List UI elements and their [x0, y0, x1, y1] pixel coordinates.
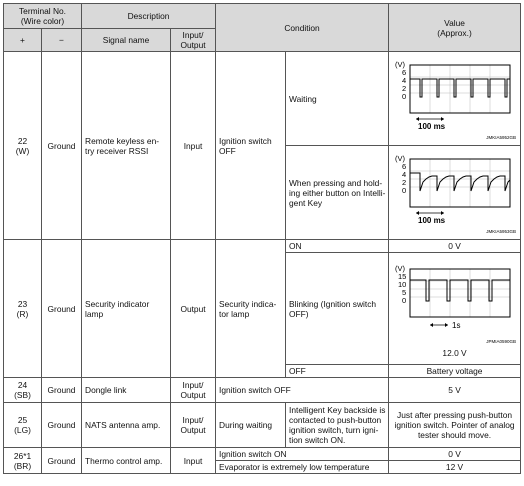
wave-trace	[410, 173, 510, 191]
signal-name-header: Signal name	[82, 29, 171, 52]
wave-22-waiting	[389, 52, 521, 146]
signal-25: NATS antenna amp.	[82, 403, 171, 448]
wave-unit: (V)	[394, 60, 405, 70]
value-23-blinking: 12.0 V	[442, 347, 467, 358]
waveform-rssi-pressing	[392, 151, 518, 235]
wave-tick-0: 0	[401, 92, 406, 102]
wave-tick-2: 2	[401, 84, 406, 94]
signal-24: Dongle link	[82, 378, 171, 403]
wave-unit: (V)	[394, 263, 405, 273]
row-terminal-26	[4, 448, 521, 461]
terminal-spec-table	[3, 3, 521, 474]
condition-header: Condition	[216, 4, 389, 52]
value-26-evaporator: 12 V	[389, 461, 521, 474]
signal-26: Thermo control amp.	[82, 448, 171, 474]
terminal-23: 23 (R)	[4, 240, 42, 378]
figure-code: JPMIA0590GB	[485, 338, 516, 344]
wave-tick-4: 4	[401, 76, 406, 86]
time-label: 1s	[451, 320, 460, 330]
row-terminal-24	[4, 378, 521, 403]
wave-tick-2: 2	[401, 178, 406, 188]
figure-code: JMKIA5952GB	[485, 135, 516, 141]
wave-tick-15: 15	[397, 271, 406, 281]
wire-color-label: (Wire color)	[20, 16, 65, 26]
row-terminal-25	[4, 403, 521, 448]
io-25: Input/ Output	[171, 403, 216, 448]
wave-22-pressing	[389, 146, 521, 240]
description-header: Description	[82, 4, 216, 29]
wave-trace	[410, 79, 510, 97]
value-24: 5 V	[389, 378, 521, 403]
wave-tick-6: 6	[401, 162, 406, 172]
terminal-22: 22 (W)	[4, 52, 42, 240]
wave-grid	[410, 269, 510, 317]
time-label: 100 ms	[417, 122, 445, 132]
cond-22-waiting: Waiting	[286, 52, 389, 146]
value-25: Just after pressing push-button ignition switch. Pointer of analog tester should move.	[389, 403, 521, 448]
terminal-24: 24 (SB)	[4, 378, 42, 403]
signal-22: Remote keyless en- try receiver RSSI	[82, 52, 171, 240]
approx-label: (Approx.)	[437, 27, 472, 38]
wave-unit: (V)	[394, 154, 405, 164]
wave-tick-10: 10	[397, 279, 406, 289]
cond-22: Ignition switch OFF	[216, 52, 286, 240]
value-header	[389, 4, 521, 52]
ground-24: Ground	[42, 378, 82, 403]
value-26-ignition-on: 0 V	[389, 448, 521, 461]
wave-trace	[410, 280, 510, 301]
wave-tick-4: 4	[401, 170, 406, 180]
io-24: Input/ Output	[171, 378, 216, 403]
wave-tick-5: 5	[401, 287, 406, 297]
value-23-off: Battery voltage	[389, 365, 521, 378]
wave-frame	[410, 269, 510, 317]
wave-frame	[410, 65, 510, 113]
minus-header: −	[42, 29, 82, 52]
cond-25-waiting: During waiting	[216, 403, 286, 448]
header-row-1	[4, 4, 521, 29]
row-terminal-23	[4, 240, 521, 253]
cond-23-off: OFF	[286, 365, 389, 378]
cond-23-on: ON	[286, 240, 389, 253]
input-output-header: Input/ Output	[171, 29, 216, 52]
terminal-no-header	[4, 4, 82, 29]
io-26: Input	[171, 448, 216, 474]
value-23-on: 0 V	[389, 240, 521, 253]
waveform-rssi-waiting	[392, 57, 518, 141]
figure-code: JMKIA5953GB	[485, 229, 516, 235]
cond-23-blinking: Blinking (Ignition switch OFF)	[286, 253, 389, 365]
row-terminal-22	[4, 52, 521, 146]
terminal-no-label: Terminal No.	[19, 5, 67, 16]
cond-25-detail: Intelligent Key backside is contacted to push-button ignition switch, turn igni- tion switch ON.	[286, 403, 389, 448]
cond-22-pressing: When pressing and hold- ing either button on Intelli- gent Key	[286, 146, 389, 240]
plus-header: +	[4, 29, 42, 52]
wave-tick-6: 6	[401, 68, 406, 78]
cond-24: Ignition switch OFF	[216, 378, 389, 403]
cond-26-evaporator: Evaporator is extremely low temperature	[216, 461, 389, 474]
io-23: Output	[171, 240, 216, 378]
signal-23: Security indicator lamp	[82, 240, 171, 378]
wave-grid	[410, 159, 510, 207]
wave-tick-0: 0	[401, 295, 406, 305]
cond-23: Security indica- tor lamp	[216, 240, 286, 378]
wave-frame	[410, 159, 510, 207]
terminal-25: 25 (LG)	[4, 403, 42, 448]
terminal-26: 26*1 (BR)	[4, 448, 42, 474]
value-label: Value	[444, 17, 465, 28]
wave-grid	[410, 65, 510, 113]
time-label: 100 ms	[417, 216, 445, 226]
ground-26: Ground	[42, 448, 82, 474]
cond-26-ignition-on: Ignition switch ON	[216, 448, 389, 461]
io-22: Input	[171, 52, 216, 240]
wave-23-blinking	[389, 253, 521, 365]
wave-tick-0: 0	[401, 186, 406, 196]
ground-22: Ground	[42, 52, 82, 240]
ground-25: Ground	[42, 403, 82, 448]
ground-23: Ground	[42, 240, 82, 378]
waveform-security-lamp	[392, 261, 518, 347]
